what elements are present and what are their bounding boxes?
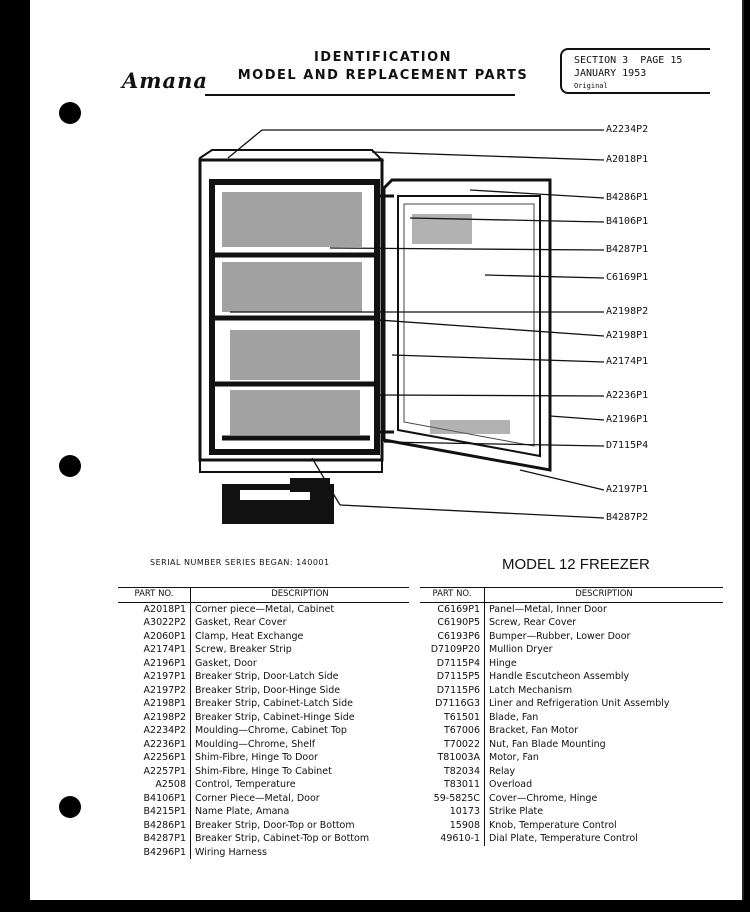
table-row (118, 670, 409, 684)
part-number-cell: A2196P1 (118, 657, 191, 671)
callout-label: A2198P2 (606, 306, 649, 317)
table-row (118, 846, 409, 860)
model-title: MODEL 12 FREEZER (502, 556, 650, 573)
callout-label: B4287P1 (606, 244, 649, 255)
part-number-cell: A2508 (118, 778, 191, 792)
table-row (420, 832, 723, 846)
table-header-row (118, 588, 409, 603)
description-cell: Breaker Strip, Cabinet-Top or Bottom (195, 833, 370, 844)
description-cell: Screw, Breaker Strip (195, 644, 292, 655)
description-cell: Gasket, Door (195, 657, 257, 669)
callout-label: D7115P4 (606, 440, 649, 451)
description-cell: Hinge (489, 657, 517, 669)
table-row (118, 738, 409, 752)
description-cell: Breaker Strip, Door-Latch Side (195, 671, 339, 682)
description-cell: Blade, Fan (489, 711, 539, 723)
table-row (420, 738, 723, 752)
description-cell: Overload (489, 779, 533, 790)
callout-label: A2234P2 (606, 124, 649, 135)
part-number-cell: T82034 (420, 765, 485, 779)
part-number-cell: B4296P1 (118, 846, 191, 860)
part-number-cell: A2197P1 (118, 670, 191, 684)
table-row (420, 616, 723, 630)
part-number-cell: D7115P6 (420, 684, 485, 698)
part-number-cell: B4215P1 (118, 805, 191, 819)
description-cell: Relay (489, 765, 516, 777)
callout-label: C6169P1 (606, 272, 649, 283)
description-cell: Corner piece—Metal, Cabinet (195, 603, 335, 615)
part-number-cell: B4286P1 (118, 819, 191, 833)
original-note: Original (574, 82, 608, 90)
table-row (118, 832, 409, 846)
part-number-cell: A2256P1 (118, 751, 191, 765)
description-cell: Shim-Fibre, Hinge To Cabinet (195, 765, 332, 777)
date-label: JANUARY 1953 (574, 68, 647, 79)
part-number-cell: C6169P1 (420, 602, 485, 616)
table-row (420, 630, 723, 644)
liner-shading (222, 192, 362, 435)
part-number-cell: 49610-1 (420, 832, 485, 846)
part-number-cell: A2198P2 (118, 711, 191, 725)
serial-number-line: SERIAL NUMBER SERIES BEGAN: 140001 (150, 558, 330, 567)
parts-table-right (420, 587, 723, 846)
table-row (420, 697, 723, 711)
part-number-cell: A3022P2 (118, 616, 191, 630)
part-number-cell: 59-5825C (420, 792, 485, 806)
callout-label: A2197P1 (606, 484, 649, 495)
callout-label: A2174P1 (606, 356, 649, 367)
description-cell: Cover—Chrome, Hinge (489, 792, 598, 804)
part-number-cell: D7109P20 (420, 643, 485, 657)
table-row (420, 792, 723, 806)
compressor-unit (222, 478, 334, 524)
table-header-row (420, 588, 723, 603)
description-cell: Breaker Strip, Door-Top or Bottom (195, 819, 355, 831)
description-cell: Strike Plate (489, 806, 544, 817)
description-cell: Bracket, Fan Motor (489, 725, 579, 736)
description-cell: Knob, Temperature Control (489, 819, 617, 831)
callout-label: A2236P1 (606, 390, 649, 401)
part-number-cell: A2018P1 (118, 602, 191, 616)
table-row (118, 751, 409, 765)
table-row (118, 684, 409, 698)
part-number-cell: T81003A (420, 751, 485, 765)
brand-logo: Amana (122, 68, 208, 93)
table-row (420, 657, 723, 671)
description-cell: Control, Temperature (195, 779, 296, 790)
description-cell: Gasket, Rear Cover (195, 617, 287, 628)
description-cell: Wiring Harness (195, 846, 267, 858)
part-number-cell: T70022 (420, 738, 485, 752)
part-number-cell: A2234P2 (118, 724, 191, 738)
callout-label: B4286P1 (606, 192, 649, 203)
part-number-cell: D7116G3 (420, 697, 485, 711)
table-row (420, 602, 723, 616)
column-header-part-no: PART NO. (420, 588, 485, 603)
part-number-cell: A2198P1 (118, 697, 191, 711)
part-number-cell: D7115P5 (420, 670, 485, 684)
table-row (118, 630, 409, 644)
table-row (420, 724, 723, 738)
table-row (118, 778, 409, 792)
column-header-description: DESCRIPTION (485, 588, 724, 603)
part-number-cell: C6193P6 (420, 630, 485, 644)
description-cell: Clamp, Heat Exchange (195, 630, 304, 642)
table-row (420, 805, 723, 819)
table-row (420, 670, 723, 684)
table-row (420, 711, 723, 725)
part-number-cell: T61501 (420, 711, 485, 725)
part-number-cell: A2174P1 (118, 643, 191, 657)
binder-hole (59, 796, 81, 818)
description-cell: Liner and Refrigeration Unit Assembly (489, 698, 670, 709)
description-cell: Breaker Strip, Door-Hinge Side (195, 684, 341, 696)
table-row (118, 697, 409, 711)
callout-label: A2198P1 (606, 330, 649, 341)
part-number-cell: B4106P1 (118, 792, 191, 806)
description-cell: Latch Mechanism (489, 684, 573, 696)
part-number-cell: 10173 (420, 805, 485, 819)
table-row (118, 724, 409, 738)
table-row (118, 602, 409, 616)
description-cell: Corner Piece—Metal, Door (195, 792, 320, 804)
table-row (118, 805, 409, 819)
part-number-cell: 15908 (420, 819, 485, 833)
part-number-cell: A2060P1 (118, 630, 191, 644)
column-header-part-no: PART NO. (118, 588, 191, 603)
description-cell: Breaker Strip, Cabinet-Hinge Side (195, 711, 355, 723)
callout-label: A2196P1 (606, 414, 649, 425)
page-subtitle: MODEL AND REPLACEMENT PARTS (237, 68, 529, 83)
description-cell: Mullion Dryer (489, 644, 553, 655)
page-title: IDENTIFICATION (313, 50, 453, 65)
parts-table-left-body (118, 602, 409, 859)
table-row (420, 643, 723, 657)
table-row (118, 643, 409, 657)
table-row (118, 616, 409, 630)
parts-table-left (118, 587, 409, 859)
parts-table-right-body (420, 602, 723, 846)
description-cell: Moulding—Chrome, Cabinet Top (195, 725, 347, 736)
cabinet-base (200, 460, 382, 472)
description-cell: Motor, Fan (489, 752, 539, 763)
description-cell: Dial Plate, Temperature Control (489, 833, 638, 844)
part-number-cell: D7115P4 (420, 657, 485, 671)
table-row (420, 751, 723, 765)
table-row (118, 711, 409, 725)
part-number-cell: B4287P1 (118, 832, 191, 846)
table-row (420, 778, 723, 792)
description-cell: Panel—Metal, Inner Door (489, 603, 607, 615)
callout-label: A2018P1 (606, 154, 649, 165)
part-number-cell: A2197P2 (118, 684, 191, 698)
table-row (118, 819, 409, 833)
description-cell: Breaker Strip, Cabinet-Latch Side (195, 698, 353, 709)
column-header-description: DESCRIPTION (191, 588, 410, 603)
table-row (420, 684, 723, 698)
callout-label: B4106P1 (606, 216, 649, 227)
description-cell: Nut, Fan Blade Mounting (489, 738, 606, 750)
part-number-cell: T83011 (420, 778, 485, 792)
description-cell: Shim-Fibre, Hinge To Door (195, 752, 318, 763)
table-row (420, 819, 723, 833)
part-number-cell: A2257P1 (118, 765, 191, 779)
section-label: SECTION 3 (574, 55, 629, 66)
description-cell: Bumper—Rubber, Lower Door (489, 630, 631, 642)
description-cell: Screw, Rear Cover (489, 617, 577, 628)
callout-label: B4287P2 (606, 512, 649, 523)
part-number-cell: A2236P1 (118, 738, 191, 752)
description-cell: Name Plate, Amana (195, 806, 290, 817)
table-row (118, 792, 409, 806)
table-row (118, 765, 409, 779)
part-number-cell: C6190P5 (420, 616, 485, 630)
table-row (118, 657, 409, 671)
part-number-cell: T67006 (420, 724, 485, 738)
description-cell: Moulding—Chrome, Shelf (195, 738, 316, 750)
table-row (420, 765, 723, 779)
description-cell: Handle Escutcheon Assembly (489, 671, 630, 682)
page-label: PAGE 15 (640, 55, 683, 66)
